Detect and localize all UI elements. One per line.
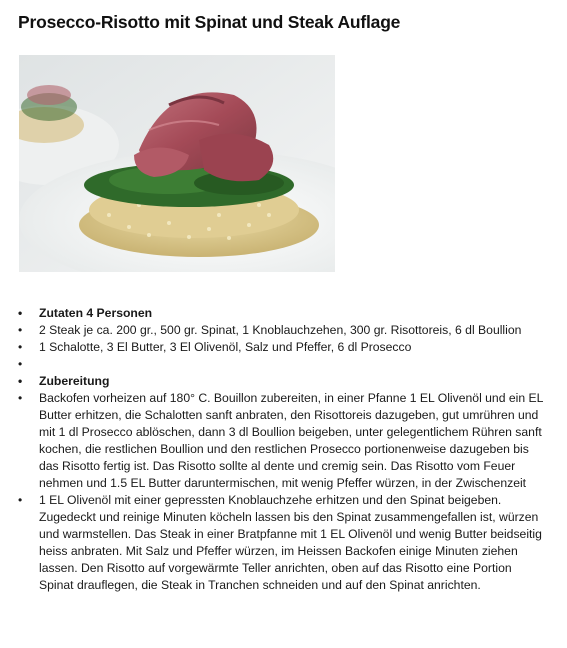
list-item-empty	[0, 356, 545, 373]
list-item-text: Backofen vorheizen auf 180° C. Bouillon zubereiten, in einer Pfanne 1 EL Olivenöl und ein EL Butter erhitzen, die Schalotten sanft anbraten, den Risottoreis dazugeben, gut umrühren und mit 1 dl Prosecco ablöschen, dann 3 dl Boullion beigeben, unter gelegentlichem Rühren sanft kochen, die restlichen Boullion und den restlichen Prosecco portionenweise dazugeben bis das Risotto fertig ist. Das Risotto sollte al dente und cremig sein. Das Risotto vom Feuer nehmen und 1.5 EL Butter daruntermischen, mit wenig Pfeffer würzen, in der Zwischenzeit	[39, 391, 543, 490]
bullet-icon: •	[18, 306, 23, 320]
bullet-icon: •	[18, 391, 23, 405]
recipe-photo	[19, 55, 335, 272]
page-title: Prosecco-Risotto mit Spinat und Steak Auflage	[18, 12, 401, 32]
bullet-icon: •	[18, 493, 23, 507]
list-item	[0, 339, 545, 356]
bullet-icon: •	[18, 323, 23, 337]
list-item	[0, 322, 545, 339]
list-item-text: Zutaten 4 Personen	[39, 306, 153, 320]
list-item-preparation-heading	[0, 373, 545, 390]
list-item-text: Zubereitung	[39, 374, 110, 388]
list-item-text: 1 Schalotte, 3 El Butter, 3 El Olivenöl, Salz und Pfeffer, 6 dl Prosecco	[39, 340, 412, 354]
recipe-list	[0, 305, 545, 594]
bullet-icon: •	[18, 374, 23, 388]
list-item	[0, 390, 545, 492]
list-item-text: 2 Steak je ca. 200 gr., 500 gr. Spinat, 1 Knoblauchzehen, 300 gr. Risottoreis, 6 dl Boullion	[39, 323, 522, 337]
bullet-icon: •	[18, 357, 23, 371]
list-item-ingredients-heading	[0, 305, 545, 322]
bullet-icon: •	[18, 340, 23, 354]
recipe-photo-icon	[19, 55, 335, 272]
list-item-text: 1 EL Olivenöl mit einer gepressten Knoblauchzehe erhitzen und den Spinat beigeben. Zugedeckt und reinige Minuten köcheln lassen bis den Spinat zusammengefallen ist, würzen und warmstellen. Das Steak in einer Bratpfanne mit 1 EL Olivenöl und wenig Butter beidseitig heiss anbraten. Mit Salz und Pfeffer würzen, im Heissen Backofen einige Minuten ziehen lassen. Den Risotto auf vorgewärmte Teller anrichten, oben auf das Risotto eine Portion Spinat drauflegen, die Steak in Tranchen schneiden und auf den Spinat anrichten.	[39, 493, 542, 592]
list-item	[0, 492, 545, 594]
